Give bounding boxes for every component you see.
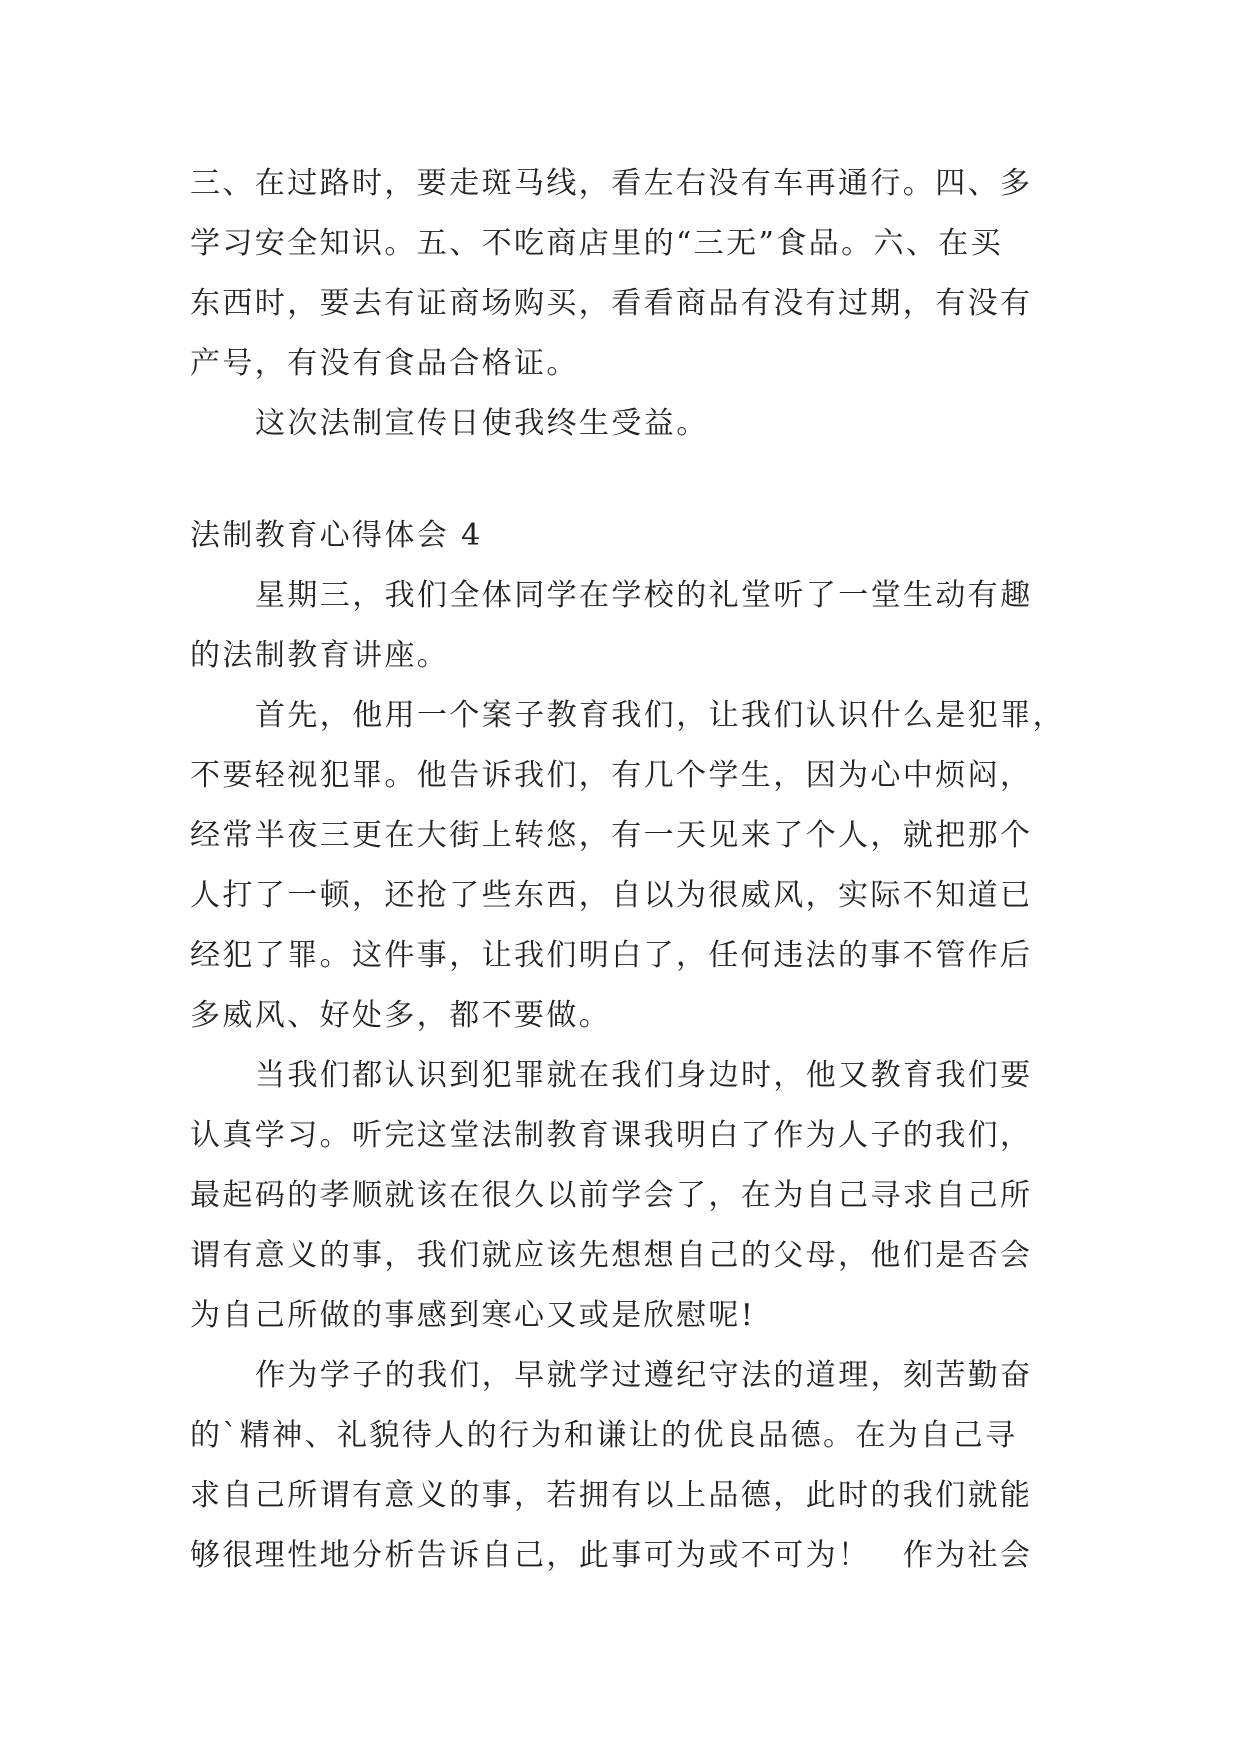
paragraph-line: 谓有意义的事，我们就应该先想想自己的父母，他们是否会 bbox=[190, 1238, 1033, 1273]
paragraph-line: 东西时，要去有证商场购买，看看商品有没有过期，有没有 bbox=[190, 286, 1033, 321]
paragraph-line: 作为学子的我们，早就学过遵纪守法的道理，刻苦勤奋 bbox=[255, 1358, 1033, 1393]
paragraph-line: 认真学习。听完这堂法制教育课我明白了作为人子的我们， bbox=[190, 1118, 1033, 1153]
paragraph-line: 人打了一顿，还抢了些东西，自以为很威风，实际不知道已 bbox=[190, 878, 1033, 913]
paragraph-line: 三、在过路时，要走斑马线，看左右没有车再通行。四、多 bbox=[190, 166, 1033, 201]
paragraph-line: 求自己所谓有意义的事，若拥有以上品德，此时的我们就能 bbox=[190, 1478, 1033, 1513]
paragraph-line: 够很理性地分析告诉自己，此事可为或不可为！ 作为社会 bbox=[190, 1538, 1033, 1573]
paragraph-line: 经犯了罪。这件事，让我们明白了，任何违法的事不管作后 bbox=[190, 938, 1033, 973]
paragraph-line: 当我们都认识到犯罪就在我们身边时，他又教育我们要 bbox=[255, 1058, 1033, 1093]
paragraph-line: 多威风、好处多，都不要做。 bbox=[190, 998, 612, 1033]
paragraph-line: 经常半夜三更在大街上转悠，有一天见来了个人，就把那个 bbox=[190, 818, 1033, 853]
paragraph-line: 这次法制宣传日使我终生受益。 bbox=[255, 406, 709, 441]
paragraph-line: 为自己所做的事感到寒心又或是欣慰呢! bbox=[190, 1298, 756, 1333]
paragraph-line: 的法制教育讲座。 bbox=[190, 638, 450, 673]
paragraph-line: 产号，有没有食品合格证。 bbox=[190, 346, 579, 381]
section-heading: 法制教育心得体会 4 bbox=[190, 518, 483, 553]
paragraph-line: 最起码的孝顺就该在很久以前学会了，在为自己寻求自己所 bbox=[190, 1178, 1033, 1213]
paragraph-line: 学习安全知识。五、不吃商店里的“三无”食品。六、在买 bbox=[190, 226, 1004, 261]
paragraph-line: 星期三，我们全体同学在学校的礼堂听了一堂生动有趣 bbox=[255, 578, 1033, 613]
paragraph-line: 不要轻视犯罪。他告诉我们，有几个学生，因为心中烦闷， bbox=[190, 758, 1033, 793]
paragraph-line: 首先，他用一个案子教育我们，让我们认识什么是犯罪， bbox=[255, 698, 1065, 733]
paragraph-line: 的`精神、礼貌待人的行为和谦让的优良品德。在为自己寻 bbox=[190, 1418, 1018, 1453]
